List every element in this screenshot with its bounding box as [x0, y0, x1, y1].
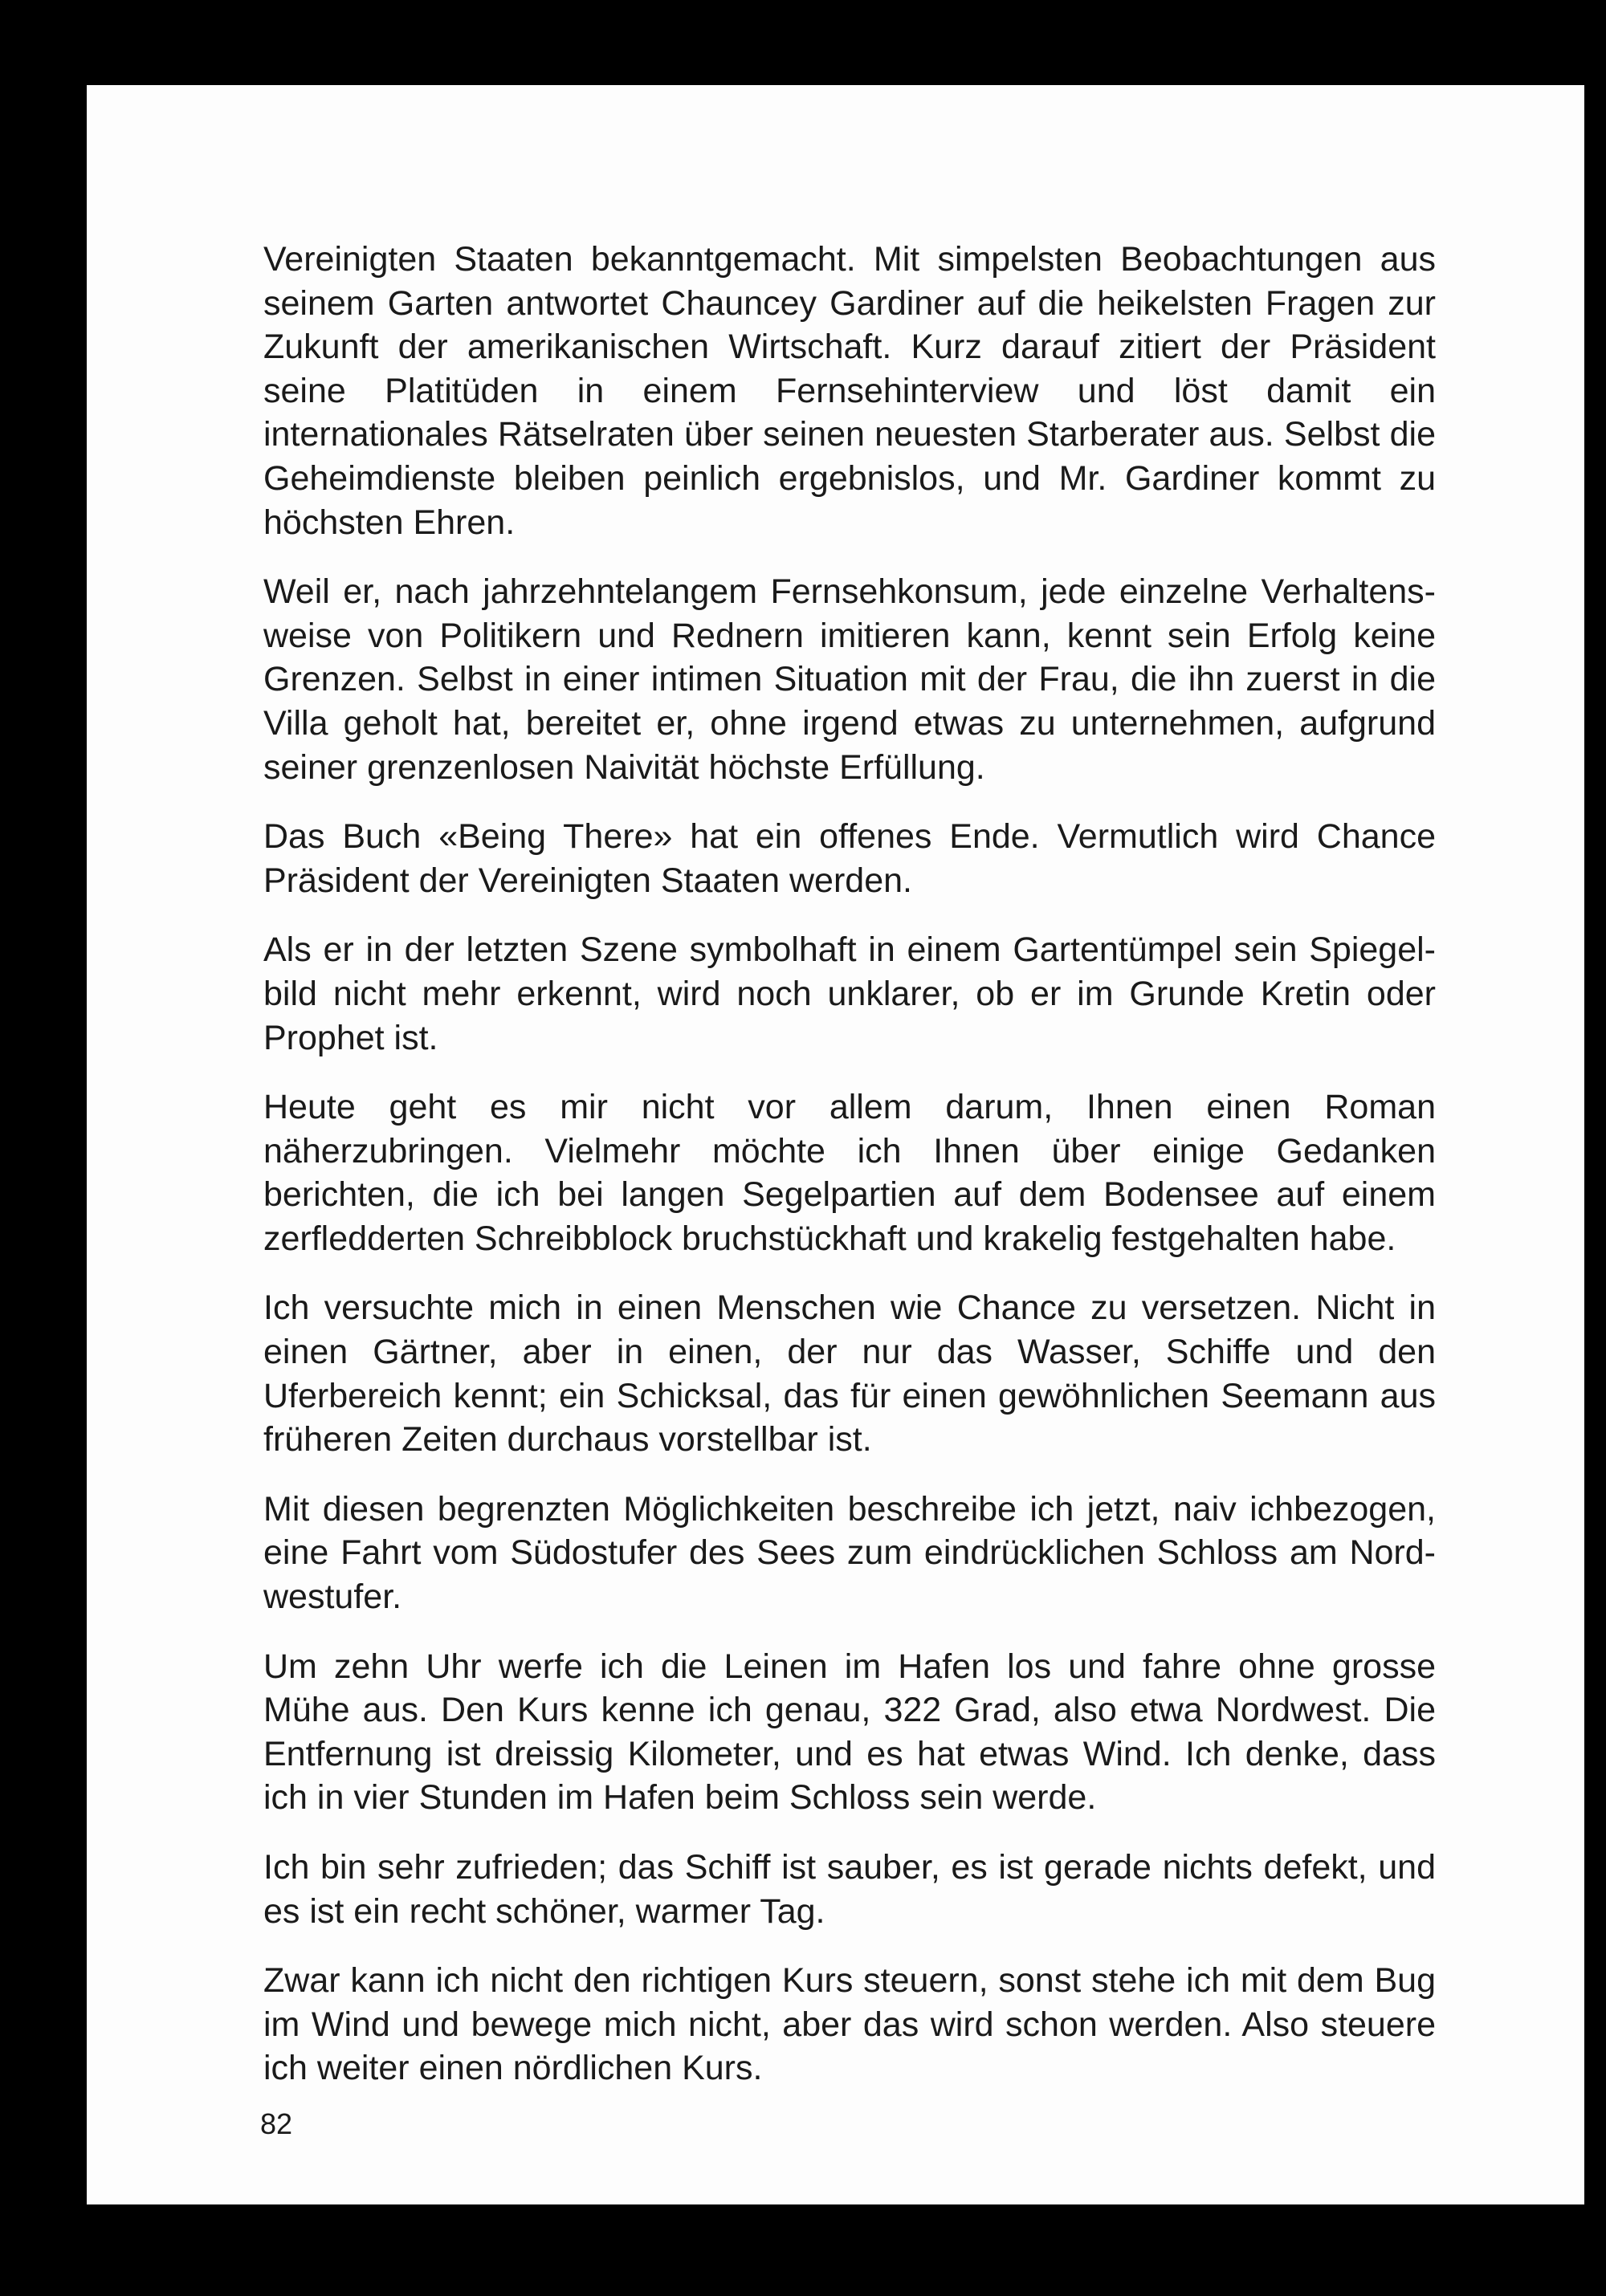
book-page [87, 85, 1584, 2204]
paragraph: Ich bin sehr zufrieden; das Schiff ist sauber, es ist gerade nichts defekt, und es ist ein recht schöner, warmer Tag. [263, 1848, 1436, 1931]
paragraph: Heute geht es mir nicht vor allem darum, Ihnen einen Roman näherzubringen. Vielmehr möchte ich Ihnen über einige Gedanken berichten, die ich bei langen Segelpartien auf dem Bodensee auf einem zerfledderten Schreibblock bruchstückhaft und krakelig festgehalten habe. [263, 1088, 1436, 1258]
body-text [263, 238, 1436, 2116]
page-number: 82 [260, 2107, 293, 2140]
paragraph: Vereinigten Staaten bekanntgemacht. Mit simpelsten Beobachtungen aus seinem Garten antwortet Chauncey Gardiner auf die heikelsten Fragen zur Zukunft der amerikanischen Wirtschaft. Kurz darauf zitiert der Präsident seine Platitüden in einem Fernsehinterview und löst damit ein internationales Rätselraten über seinen neuesten Starberater aus. Selbst die Geheimdienste bleiben peinlich ergebnislos, und Mr. Gardiner kommt zu höchsten Ehren. [263, 240, 1436, 542]
paragraph: Ich versuchte mich in einen Menschen wie Chance zu versetzen. Nicht in einen Gärtner, aber in einen, der nur das Wasser, Schiffe und den Uferbereich kennt; ein Schicksal, das für einen gewöhnlichen Seemann aus früheren Zeiten durchaus vorstellbar ist. [263, 1288, 1436, 1459]
paragraph: Das Buch «Being There» hat ein offenes Ende. Vermutlich wird Chance Präsident der Vereinigten Staaten werden. [263, 817, 1436, 900]
paragraph: Als er in der letzten Szene symbolhaft in einem Gartentümpel sein Spiegelbild nicht mehr erkennt, wird noch unklarer, ob er im Grunde Kretin oder Prophet ist. [263, 930, 1436, 1057]
paragraph: Weil er, nach jahrzehntelangem Fernsehkonsum, jede einzelne Verhaltensweise von Politikern und Rednern imitieren kann, kennt sein Erfolg keine Grenzen. Selbst in einer intimen Situation mit der Frau, die ihn zuerst in die Villa geholt hat, bereitet er, ohne irgend etwas zu unternehmen, aufgrund seiner grenzenlosen Naivität höchste Erfüllung. [263, 572, 1436, 787]
paragraph: Um zehn Uhr werfe ich die Leinen im Hafen los und fahre ohne grosse Mühe aus. Den Kurs kenne ich genau, 322 Grad, also etwa Nordwest. Die Entfernung ist dreissig Kilometer, und es hat etwas Wind. Ich denke, dass ich in vier Stunden im Hafen beim Schloss sein werde. [263, 1647, 1436, 1818]
paragraph: Mit diesen begrenzten Möglichkeiten beschreibe ich jetzt, naiv ichbezogen, eine Fahrt vom Südostufer des Sees zum eindrücklichen Schloss am Nordwestufer. [263, 1489, 1436, 1617]
paragraph: Zwar kann ich nicht den richtigen Kurs steuern, sonst stehe ich mit dem Bug im Wind und bewege mich nicht, aber das wird schon werden. Also steuere ich weiter einen nördlichen Kurs. [263, 1961, 1436, 2088]
